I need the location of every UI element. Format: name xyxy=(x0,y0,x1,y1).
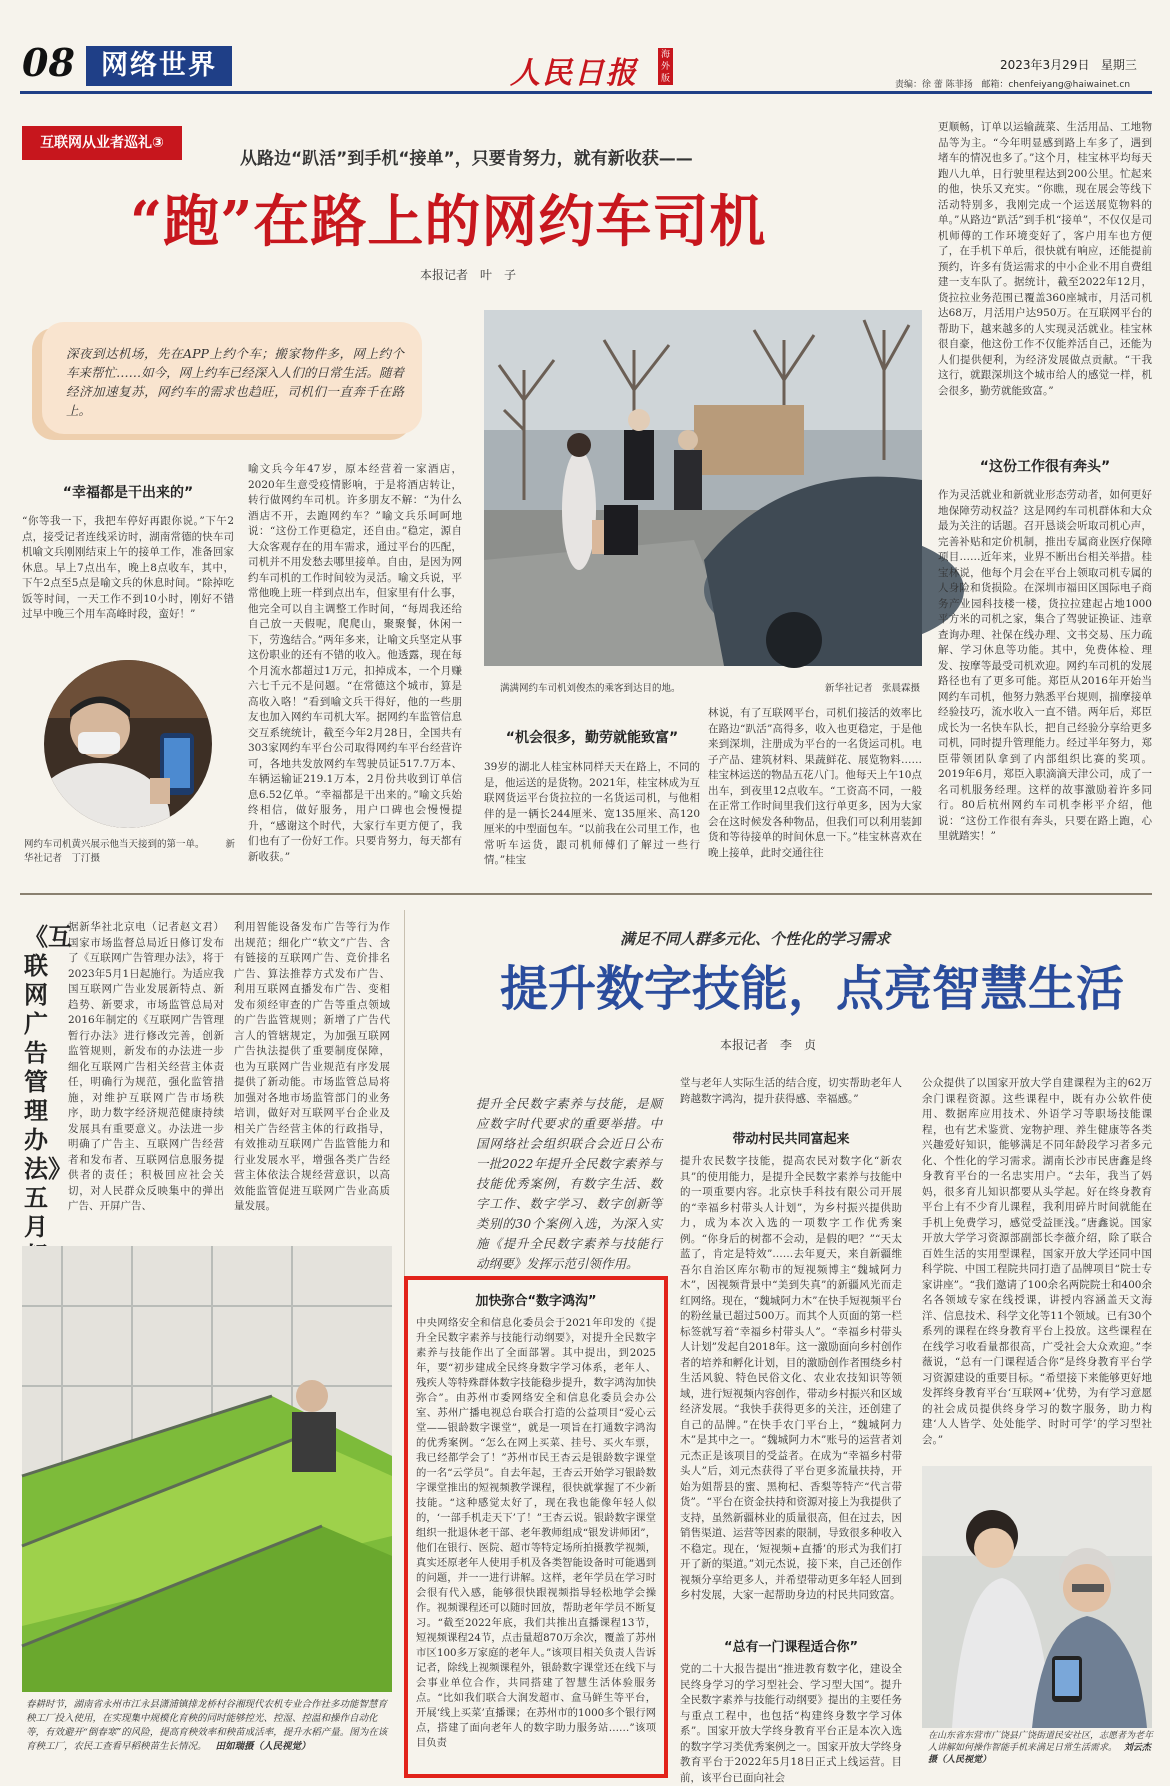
photo1-credit: 新华社记者 张晨霖摄 xyxy=(824,683,920,694)
story3-mid-text1: 提升农民数字技能，提高农民对数字化“新农具”的使用能力，是提升全民数字素养与技能中的一项重要内容。北京快手科技有限公司开展的“幸福乡村带头人计划”，为乡村振兴提供助力，成为本次入选的一项数字工作优秀案例。“你身后的树都不会动，是假的吧？”“天太蓝了，肯定是特效”……去年夏天，来自新疆维吾尔自治区库尔勒市的短视频博主“魏城阿力木”，因视频背景中“美到失真”的新疆风光而走红网络。现在，“魏城阿力木”在快手短视频平台的粉丝量已超过500万。而其个人页面的第一栏标签就写着“幸福乡村带头人”。“幸福乡村带头人计划”发起自2018年。这一激励面向乡村创作者的培养和孵化计划，目的激励创作者围绕乡村生活风貌、特色民俗文化、农业农技知识等领域，进行短视频内容创作，带动乡村振兴和区域经济发展。“我快手获得更多的关注，还创建了自己的品牌。”在快手农门平台上，“魏城阿力木”是其中之一。“魏城阿力木”账号的运营者刘元杰正是该项目的受益者。在成为“幸福乡村带头人”后，刘元杰获得了平台更多流量扶持，开始为姐帮县的蜜、黑枸杞、香梨等特产“代言带货”。“平台在资金扶持和资源对接上为我提供了支持，虽然新疆林业的质量很高，但在过去，因销售渠道、运营等因素的限制，导致很多种收入不稳定。现在，‘短视频+直播’的形式为我们打开了新的渠道。”刘元杰说，接下来，自己还创作视频分享给更多人，并希望带动更多年轻人回到乡村发展，大家一起帮助身边的村民共同致富。 xyxy=(680,1155,902,1601)
subhead-prospects: “这份工作很有奔头” xyxy=(979,459,1111,475)
masthead-rule xyxy=(20,91,1152,94)
subhead-happiness: “幸福都是干出来的” xyxy=(62,485,194,501)
subhead-courses: “总有一门课程适合你” xyxy=(723,1640,859,1655)
photo-volunteer-elderly xyxy=(922,1466,1152,1728)
section-banner: 网络世界 xyxy=(86,46,232,86)
story1-col3: 39岁的湖北人桂宝林同样天天在路上，不同的是，他运送的是货物。2021年，桂宝林成为互联网货运平台货拉拉的一名货运司机，与他相伴的是一辆长244厘米、宽135厘米、高120厘米的中型面包车。“以前我在公司里工作，也常听车运货，跟司机师傅们了解过一些行情。”桂宝 xyxy=(484,761,700,866)
story3-mid-text2: 党的二十大报告提出“推进教育数字化，建设全民终身学习的学习型社会、学习型大国”。提升全民数字素养与技能行动纲要》提出的主要任务与重点工程中，也包括“构建终身数字学习体系”。国家开放大学终身教育平台正是本次入选的数字学习类优秀案例之一。国家开放大学终身教育平台于2022年5月18日正式上线运营。目前，该平台已面向社会 xyxy=(680,1663,902,1784)
date-text: 2023年3月29日 xyxy=(1000,58,1090,72)
story1-col2: 喻文兵今年47岁，原本经营着一家酒店，2020年生意受疫情影响，于是将酒店转让，转行做网约车司机。许多朋友不解：“为什么酒店不开，去跑网约车？”喻文兵乐呵呵地说：“这份工作更稳定，还自由。”稳定，源自大众客观存在的用车需求，通过平台的匹配，司机并不用发愁去哪里接单。自由，是因为网约车司机的工作时间较为灵活。喻文兵说，平常他晚上班一样到点出车，但家里有什么事，他完全可以自主调整工作时间，“每周我还给自己放一天假呢，爬爬山，聚聚餐，休闲一下，劳逸结合。”两年多来，让喻文兵坚定从事这份职业的还有不错的收入。他透露，现在每个月流水都超过1万元，扣掉成本，一个月赚六七千元不是问题。“在常德这个城市，算是高收入咯！”看到喻文兵干得好，他的一些朋友也加入网约车司机大军。据网约车监管信息交互系统统计，截至今年2月28日，全国共有303家网约车平台公司取得网约车平台经营许可，各地共发放网约车驾驶员证517.7万本、车辆运输证219.1万本，2月份共收到订单信息6.52亿单。“幸福都是干出来的。”喻文兵始终相信，做好服务，用户口碑也会慢慢提升，“感谢这个时代，大家行车更方便了，我们也有了一份好工作。只要肯努力，每天都有新收获。” xyxy=(248,463,462,863)
story1-headline: “跑”在路上的网约车司机 xyxy=(130,189,767,255)
photo-driver-phone xyxy=(20,658,236,830)
story1-right-top: 更顺畅，订单以运输蔬菜、生活用品、工地物品等为主。“今年明显感到路上车多了，遇到堵车的情况也多了。”这个月，桂宝林平均每天跑八九单，日行驶里程达到200公里。忙起来的他，快乐又充实。“你瞧，现在展会等线下活动特别多，我刚完成一个运送展览物料的单。”从路边“趴活”到手机“接单”，不仅仅是司机师傅的工作环境变好了，客户用车也方便了，在手机下单后，很快就有响应，还能提前预约，许多有货运需求的中小企业不用自费组建一支车队了。据统计，截至2022年12月，货拉拉业务范围已覆盖360座城市，月活司机达68万，月活用户达950万。在互联网平台的帮助下，越来越多的人实现灵活就业。桂宝林很自豪，他这份工作不仅能养活自己，还能为人们提供便利，为经济发展做点贡献。“干我这行，就跟深圳这个城市给人的感觉一样，机会很多，勤劳就能致富。” xyxy=(938,121,1152,397)
story2-photo-credit: 田如瑞摄（人民视觉） xyxy=(215,1741,311,1752)
story3-caption-text: 在山东省东营市广饶县广饶街道民安社区，志愿者为老年人讲解如何操作智能手机来满足日常生活需求。 xyxy=(928,1731,1154,1753)
box-text: 中央网络安全和信息化委员会于2021年印发的《提升全民数字素养与技能行动纲要》，对提升全民数字素养与技能作出了全面部署。其中提出，到2025年，要“初步建成全民终身数字学习体系，老年人、残疾人等特殊群体数字技能稳步提升，数字鸿沟加快弥合”。由苏州市委网络安全和信息化委员会办公室、苏州广播电视总台联合打造的公益项目“爱心云堂——银龄数字课堂”，就是一项旨在打通数字鸿沟的优秀案例。“怎么在网上买菜、挂号、买火车票，我已经都学会了！”苏州市民王杏云是银龄数字课堂的一名“云学员”。自去年起，王杏云开始学习银龄数字课堂推出的短视频教学课程，很快就掌握了不少新技能。“这种感觉太好了，现在我也能像年轻人似的，‘一部手机走天下’了！”王杏云说。银龄数字课堂组织一批退休老干部、老年教师组成“银发讲师团”，他们在银行、医院、超市等特定场所拍摄教学视频，真实还原老年人使用手机及各类智能设备时可能遇到的问题，并一一进行讲解。这样，老年学员在学习时会很有代入感，能够很快跟视频指导轻松地学会操作。视频课程还可以随时回放，帮助老年学员不断复习。“截至2022年底，我们共推出直播课程13节，短视频课程24节，点击量超870万余次，覆盖了苏州市区100多万家庭的老年人。”该项目相关负责人告诉记者，除线上视频课程外，银龄数字课堂还在线下与会事业单位合作，共同搭建了智慧生活体验服务点。“比如我们联合大润发超市、盒马鲜生等平台，开展‘线上买菜’直播课；在苏州市的1000多个银行网点，搭建了面向老年人的数字助力服务站……”该项目负责 xyxy=(416,1317,656,1749)
editors: 责编：徐 蕾 陈菲扬 xyxy=(895,80,973,90)
story1-kicker: 从路边“趴活”到手机“接单”，只要肯努力，就有新收获—— xyxy=(240,149,693,169)
photo2-credit: 新华社记者 丁汀摄 xyxy=(24,839,236,864)
editor-line xyxy=(895,77,1130,90)
story1-col4: 林说，有了互联网平台，司机们接活的效率比在路边“趴活”高得多，收入也更稳定，于是他来到深圳，注册成为平台的一名货运司机。电子产品、建筑材料、果蔬鲜花、展览物料……桂宝林运送的物品五花八门。他每天上午10点出车，到夜里12点收车。“工资高不同，一般在正常工作时间里我们这行单更多，因为大家会在这时候发各种物品，但我们可以利用装卸货和等待接单的时间休息一下。”桂宝林喜欢在晚上接单，此时交通往往 xyxy=(708,707,922,859)
photo2-caption xyxy=(24,838,236,866)
photo2-caption-text: 网约车司机黄兴展示他当天接到的第一单。 xyxy=(24,839,205,850)
story3-photo-credit: 刘云杰摄（人民视觉） xyxy=(928,1743,1151,1765)
photo-rice-seedlings xyxy=(22,1246,392,1692)
box-title: 加快弥合“数字鸿沟” xyxy=(475,1294,597,1309)
story1-byline: 本报记者 叶 子 xyxy=(420,268,517,282)
story3-byline: 本报记者 李 贞 xyxy=(720,1038,817,1052)
photo-taxi-passengers xyxy=(484,310,922,666)
story1-right-bottom: 作为灵活就业和新就业形态劳动者，如何更好地保障劳动权益？这是网约车司机群体和大众最为关注的话题。召开恳谈会听取司机心声，完善补贴和定价机制，推出专属商业医疗保障项目……近年来，业界不断出台相关举措。桂宝林说，他每个月会在平台上领取司机专属的人身险和货损险。在深圳市福田区国际电子商务产业园科技楼一楼，货拉拉建起占地1000平方米的司机之家，集合了驾驶证换证、违章查询办理、社保在线办理、文书交易、压力疏解、学习休息等功能。其中，免费体检、理发、按摩等最受司机欢迎。网约车司机的发展路径也有了更多可能。郑臣从2016年开始当网约车司机，他努力熟悉平台规则，揣摩接单经验技巧，流水收入一直不错。两年后，郑臣成长为一名快车队长，把自己经验分享给更多司机，同时提升管理能力。经过半年努力，郑臣带领团队拿到了内部组织比赛的奖项。2019年6月，郑臣入职滴滴天津公司，成了一名司机服务经理。这样的故事激励着许多同行。80后杭州网约车司机李彬平介绍，他说：“这份工作很有奔头，只要在路上跑，心里就踏实！” xyxy=(938,489,1152,842)
section-divider xyxy=(20,893,1152,895)
story2-headline: 《互联网广告管理办法》五月 xyxy=(24,922,72,1241)
photo1-caption: 满满网约车司机刘俊杰的乘客到达目的地。 xyxy=(500,683,681,694)
weekday-text: 星期三 xyxy=(1100,58,1137,72)
story3-kicker: 满足不同人群多元化、个性化的学习需求 xyxy=(620,930,891,948)
page-number: 08 xyxy=(22,40,75,85)
subhead-villagers: 带动村民共同富起来 xyxy=(732,1132,850,1147)
story1-lead: 深夜到达机场，先在APP上约个车；搬家物件多，网上约个车来帮忙……如今，网上约车已经深入人们的日常生活。随着经济加速复苏，网约车的需求也趋旺，司机们一直奔千在路上。 xyxy=(66,346,404,418)
subhead-opportunity: “机会很多，勤劳就能致富” xyxy=(505,730,679,746)
story3-lead: 提升全民数字素养与技能，是顺应数字时代要求的重要举措。中国网络社会组织联合会近日公布一批2022年提升全民数字素养与技能优秀案例，有数字生活、数字工作、数字学习、数字创新等类别的30个案例入选，为深入实施《提升全民数字素养与技能行动纲要》发挥示范引领作用。 xyxy=(476,1096,662,1271)
edition-seal: 海外版 xyxy=(658,48,673,85)
story2-caption-text: 春耕时节，湖南省永州市江永县潇浦镇排龙桥村谷湘现代农机专业合作社多功能智慧育秧工厂投入使用，在实现集中规模化育秧的同时能够控光、控湿、控温和操作自动化等，有效避开“倒春寒”的风险，提高育秧效率和秧苗成活率，提升水稻产量。图为在该育秧工厂，农民工查看早稻秧苗生长情况。 xyxy=(26,1699,388,1752)
story1-col1: “你等我一下，我把车停好再跟你说。”下午2点，接受记者连线采访时，湖南常德的快车司机喻文兵刚刚结束上午的接单工作，准备回家休息。早上7点出车，晚上8点收车，其中，下午2点至5点是喻文兵的休息时间。“除掉吃饭等时间，一天工作不到10小时，刚好不错过早中晚三个用车高峰时段，蛮好！” xyxy=(22,515,234,620)
series-tag: 互联网从业者巡礼③ xyxy=(22,126,182,160)
email: 邮箱：chenfeiyang@haiwainet.cn xyxy=(981,80,1131,90)
paper-logo: 人民日报 xyxy=(510,56,638,91)
story2-photo-caption xyxy=(26,1698,388,1754)
story3-photo-caption xyxy=(928,1730,1154,1766)
story3-headline: 提升数字技能，点亮智慧生活 xyxy=(500,961,1125,1017)
issue-date xyxy=(1000,56,1137,73)
story2-text-left: 据新华社北京电（记者赵文君）国家市场监督总局近日修订发布了《互联网广告管理办法》，将于2023年5月1日起施行。为适应我国互联网广告业发展新特点、新趋势、新要求，市场监管总局对2016年制定的《互联网广告管理暂行办法》进行修改完善，创新监管规则，新发布的办法进一步细化互联网广告相关经营主体责任，明确行为规范，强化监管措施，对维护互联网广告市场秩序，助力数字经济规范健康持续发展具有重要意义。办法进一步明确了广告主、互联网广告经营者和发布者、互联网信息服务提供者的责任；积极回应社会关切，对人民群众反映集中的弹出广告、开屏广告、 xyxy=(68,921,224,1212)
story3-right-text: 公众提供了以国家开放大学自建课程为主的62万余门课程资源。这些课程中，既有办公软件使用、数据库应用技术、外语学习等职场技能课程，也有艺术鉴赏、宠物护理、养生健康等各类兴趣爱好知识，能够满足不同年龄段学习者多元化、个性化的学习需求。湖南长沙市民唐鑫是终身教育平台的一名忠实用户。“去年，我当了妈妈，很多育儿知识都要从头学起。好在终身教育平台上有不少育儿课程，我利用碎片时间就能在手机上免费学习，感觉受益匪浅。”唐鑫说。国家开放大学学习资源部副部长李薇介绍，除了联合百姓生活的实用型课程，国家开放大学还同中国科学院、中国工程院共同打造了品牌项目“院士专家讲座”。“我们邀请了100余名两院院士和400余名各领域专家在线授课，讲授内容涵盖天文海洋、信息技术、科学文化等11个领域。已有30个系列的课程在终身教育平台上投放。这些课程在在线学习收看量都很高，广受社会大众欢迎。”李薇说，“总有一门课程适合你”是终身教育平台学习资源建设的重要目标。“希望接下来能够更好地发挥终身教育平台‘互联网+’优势，为有学习意愿的社会成员提供终身学习的数字服务，助力构建‘人人皆学、处处能学、时时可学’的学习型社会。” xyxy=(922,1077,1152,1446)
story2-text-right: 利用智能设备发布广告等行为作出规范；细化广“软文”广告、含有链接的互联网广告、竞价排名广告、算法推荐方式发布广告、利用互联网直播发布广告、变相发布须经审查的广告等重点领域的广告监管规则；新增了广告代言人的管辖规定，为加强互联网广告执法提供了重要制度保障，也为互联网广告业规范有序发展提供了新动能。市场监管总局将加强对各地市场监管部门的业务培训，做好对互联网平台企业及相关广告经营主体的行政指导，有效推动互联网广告监管能力和行业发展水平，增强各类广告经营主体依法合规经营意识，以高效能监管促进互联网广告业高质量发展。 xyxy=(234,921,390,1212)
story3-mid-top: 堂与老年人实际生活的结合度，切实帮助老年人跨越数字鸿沟，提升获得感、幸福感。” xyxy=(680,1077,902,1105)
